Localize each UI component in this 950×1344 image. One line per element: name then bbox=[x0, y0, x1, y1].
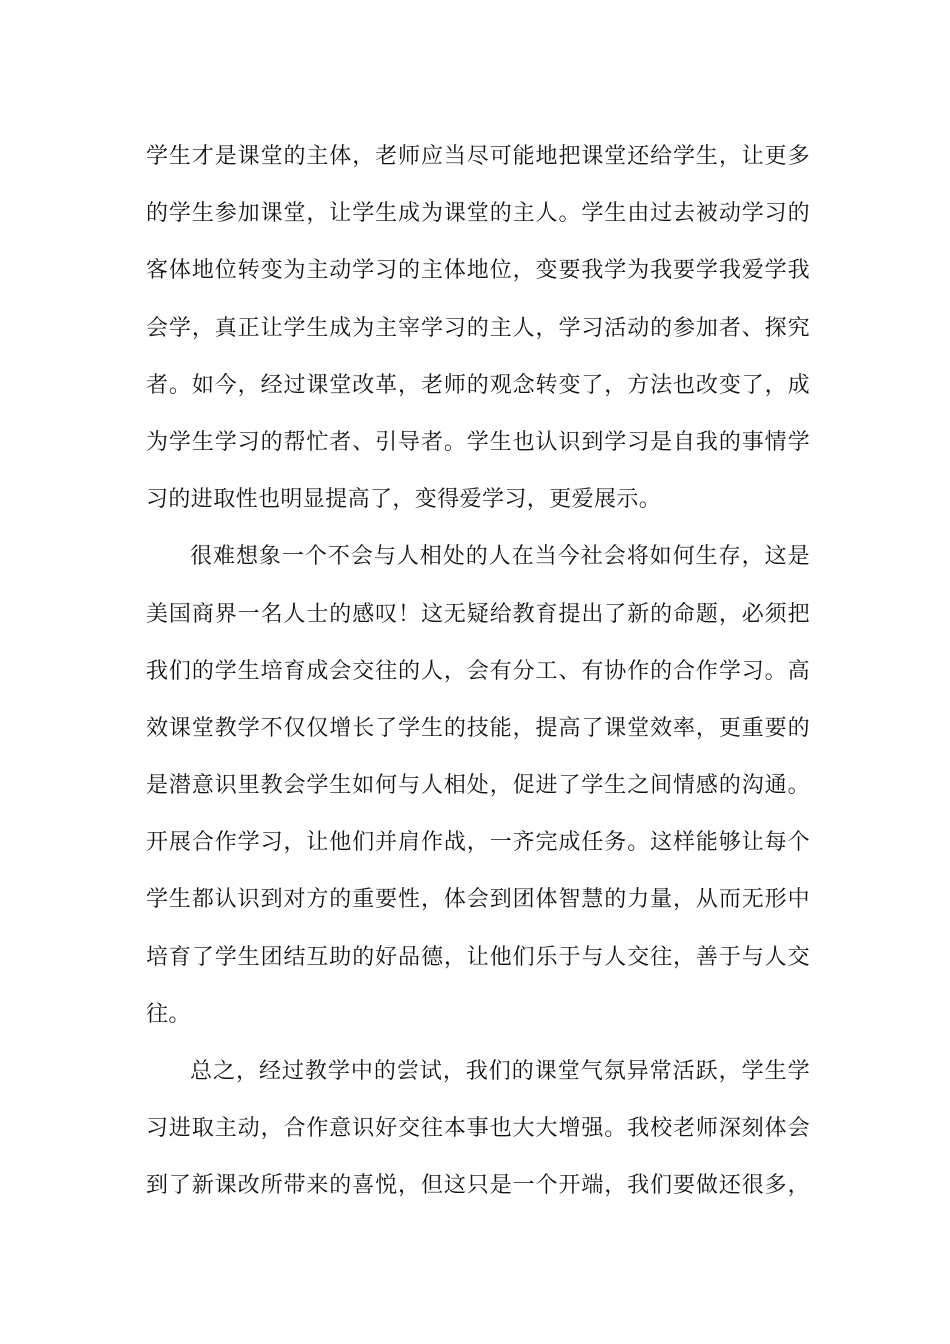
text-line: 我们的学生培育成会交往的人，会有分工、有协作的合作学习。高 bbox=[146, 658, 810, 684]
text-line: 习进取主动，合作意识好交往本事也大大增强。我校老师深刻体会 bbox=[146, 1116, 810, 1142]
text-line: 到了新课改所带来的喜悦，但这只是一个开端，我们要做还很多， bbox=[146, 1173, 810, 1199]
text-line: 效课堂教学不仅仅增长了学生的技能，提高了课堂效率，更重要的 bbox=[146, 715, 810, 741]
text-line: 培育了学生团结互助的好品德，让他们乐于与人交往，善于与人交 bbox=[146, 944, 810, 970]
text-line: 为学生学习的帮忙者、引导者。学生也认识到学习是自我的事情学 bbox=[146, 429, 810, 455]
text-line: 往。 bbox=[146, 1001, 191, 1027]
text-line: 学生才是课堂的主体，老师应当尽可能地把课堂还给学生，让更多 bbox=[146, 144, 810, 169]
text-line: 的学生参加课堂，让学生成为课堂的主人。学生由过去被动学习的 bbox=[146, 201, 810, 227]
text-line: 学生都认识到对方的重要性，体会到团体智慧的力量，从而无形中 bbox=[146, 887, 810, 913]
paragraph-first-line: 总之，经过教学中的尝试，我们的课堂气氛异常活跃，学生学 bbox=[190, 1059, 810, 1084]
text-line: 是潜意识里教会学生如何与人相处，促进了学生之间情感的沟通。 bbox=[146, 773, 810, 799]
text-line: 者。如今，经过课堂改革，老师的观念转变了，方法也改变了，成 bbox=[146, 372, 810, 398]
text-line: 客体地位转变为主动学习的主体地位，变要我学为我要学我爱学我 bbox=[146, 258, 810, 284]
text-line: 会学，真正让学生成为主宰学习的主人，学习活动的参加者、探究 bbox=[146, 315, 810, 341]
text-line: 习的进取性也明显提高了，变得爱学习，更爱展示。 bbox=[146, 487, 662, 513]
text-line: 美国商界一名人士的感叹！这无疑给教育提出了新的命题，必须把 bbox=[146, 601, 810, 627]
document-body bbox=[146, 128, 810, 1215]
text-line: 开展合作学习，让他们并肩作战，一齐完成任务。这样能够让每个 bbox=[146, 830, 810, 856]
paragraph-first-line: 很难想象一个不会与人相处的人在当今社会将如何生存，这是 bbox=[190, 544, 810, 570]
